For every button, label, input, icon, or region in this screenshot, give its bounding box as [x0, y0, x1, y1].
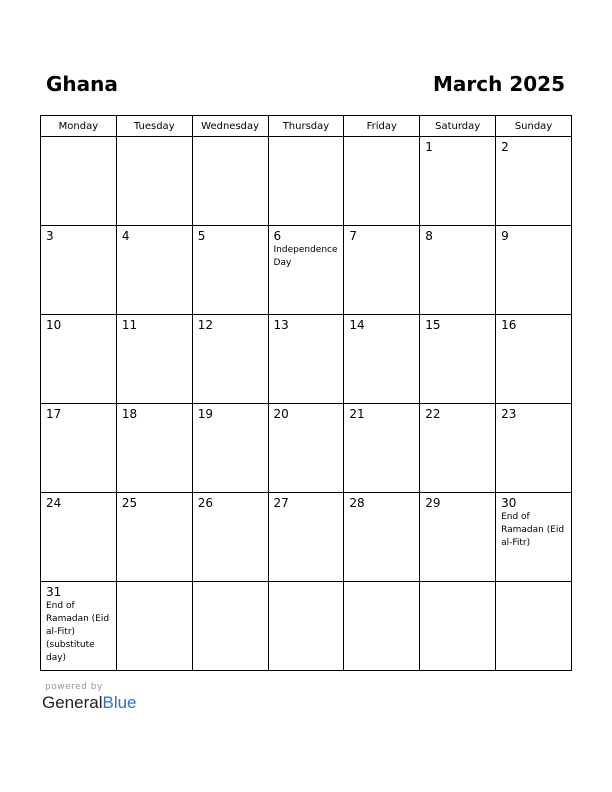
- day-cell: [41, 493, 117, 582]
- day-cell: [268, 226, 344, 315]
- weekday-tuesday: Tuesday: [116, 116, 192, 137]
- week-row: [41, 137, 572, 226]
- day-cell: [41, 582, 117, 671]
- day-cell: [420, 226, 496, 315]
- day-cell: [268, 404, 344, 493]
- day-cell: [192, 493, 268, 582]
- empty-day-cell: [192, 582, 268, 671]
- day-cell: [116, 493, 192, 582]
- weekday-friday: Friday: [344, 116, 420, 137]
- holiday-label: End of Ramadan (Eid al-Fitr) (substitute day): [46, 601, 110, 663]
- day-cell: [116, 315, 192, 404]
- empty-day-cell: [116, 137, 192, 226]
- day-cell: [496, 493, 572, 582]
- brand-blue: Blue: [102, 693, 137, 712]
- powered-by-text: powered by: [45, 682, 103, 692]
- day-number: 22: [425, 407, 441, 421]
- week-row: [41, 493, 572, 582]
- day-number: 1: [425, 140, 433, 154]
- day-number: 17: [46, 407, 62, 421]
- week-row: [41, 582, 572, 671]
- month-title: March 2025: [433, 72, 565, 96]
- day-number: 24: [46, 496, 62, 510]
- day-number: 8: [425, 229, 433, 243]
- day-cell: [420, 404, 496, 493]
- day-number: 26: [197, 496, 213, 510]
- day-cell: [116, 404, 192, 493]
- weekday-sunday: Sunday: [496, 116, 572, 137]
- empty-day-cell: [496, 582, 572, 671]
- day-number: 12: [197, 318, 213, 332]
- day-number: 30: [501, 496, 517, 510]
- calendar-grid: [40, 115, 572, 671]
- day-cell: [344, 404, 420, 493]
- calendar-body: [41, 137, 572, 671]
- empty-day-cell: [344, 137, 420, 226]
- day-cell: [268, 493, 344, 582]
- day-cell: [41, 404, 117, 493]
- day-number: 3: [46, 229, 54, 243]
- holiday-label: Independence Day: [273, 245, 338, 268]
- holiday-label: End of Ramadan (Eid al-Fitr): [501, 512, 565, 548]
- day-number: 27: [273, 496, 289, 510]
- empty-day-cell: [268, 582, 344, 671]
- day-cell: [420, 137, 496, 226]
- day-number: 9: [501, 229, 509, 243]
- day-number: 31: [46, 585, 62, 599]
- weekday-wednesday: Wednesday: [192, 116, 268, 137]
- day-cell: [496, 226, 572, 315]
- day-cell: [344, 226, 420, 315]
- day-cell: [420, 315, 496, 404]
- day-cell: [192, 226, 268, 315]
- day-number: 14: [349, 318, 365, 332]
- empty-day-cell: [344, 582, 420, 671]
- day-cell: [496, 315, 572, 404]
- day-number: 10: [46, 318, 62, 332]
- empty-day-cell: [41, 137, 117, 226]
- day-number: 16: [501, 318, 517, 332]
- day-number: 23: [501, 407, 517, 421]
- day-number: 5: [197, 229, 206, 243]
- day-cell: [192, 315, 268, 404]
- brand-general: General: [42, 693, 103, 712]
- day-cell: [496, 137, 572, 226]
- day-number: 11: [121, 318, 138, 332]
- empty-day-cell: [420, 582, 496, 671]
- day-cell: [116, 226, 192, 315]
- day-cell: [41, 226, 117, 315]
- day-cell: [420, 493, 496, 582]
- weekday-monday: Monday: [41, 116, 117, 137]
- empty-day-cell: [192, 137, 268, 226]
- weekday-thursday: Thursday: [268, 116, 344, 137]
- day-number: 21: [349, 407, 365, 421]
- day-number: 6: [273, 229, 282, 243]
- week-row: [41, 226, 572, 315]
- weekday-header-row: [41, 116, 572, 137]
- day-number: 29: [425, 496, 441, 510]
- day-number: 19: [197, 407, 213, 421]
- day-number: 4: [121, 229, 130, 243]
- generalblue-logo[interactable]: [42, 693, 137, 713]
- week-row: [41, 315, 572, 404]
- day-number: 28: [349, 496, 365, 510]
- weekday-saturday: Saturday: [420, 116, 496, 137]
- day-number: 2: [501, 140, 509, 154]
- day-number: 15: [425, 318, 441, 332]
- day-cell: [192, 404, 268, 493]
- day-number: 7: [349, 229, 358, 243]
- week-row: [41, 404, 572, 493]
- empty-day-cell: [116, 582, 192, 671]
- day-cell: [268, 315, 344, 404]
- day-number: 25: [121, 496, 138, 510]
- empty-day-cell: [268, 137, 344, 226]
- day-number: 18: [121, 407, 138, 421]
- country-title: Ghana: [46, 72, 118, 96]
- day-number: 13: [273, 318, 289, 332]
- day-number: 20: [273, 407, 289, 421]
- day-cell: [344, 493, 420, 582]
- day-cell: [496, 404, 572, 493]
- day-cell: [41, 315, 117, 404]
- day-cell: [344, 315, 420, 404]
